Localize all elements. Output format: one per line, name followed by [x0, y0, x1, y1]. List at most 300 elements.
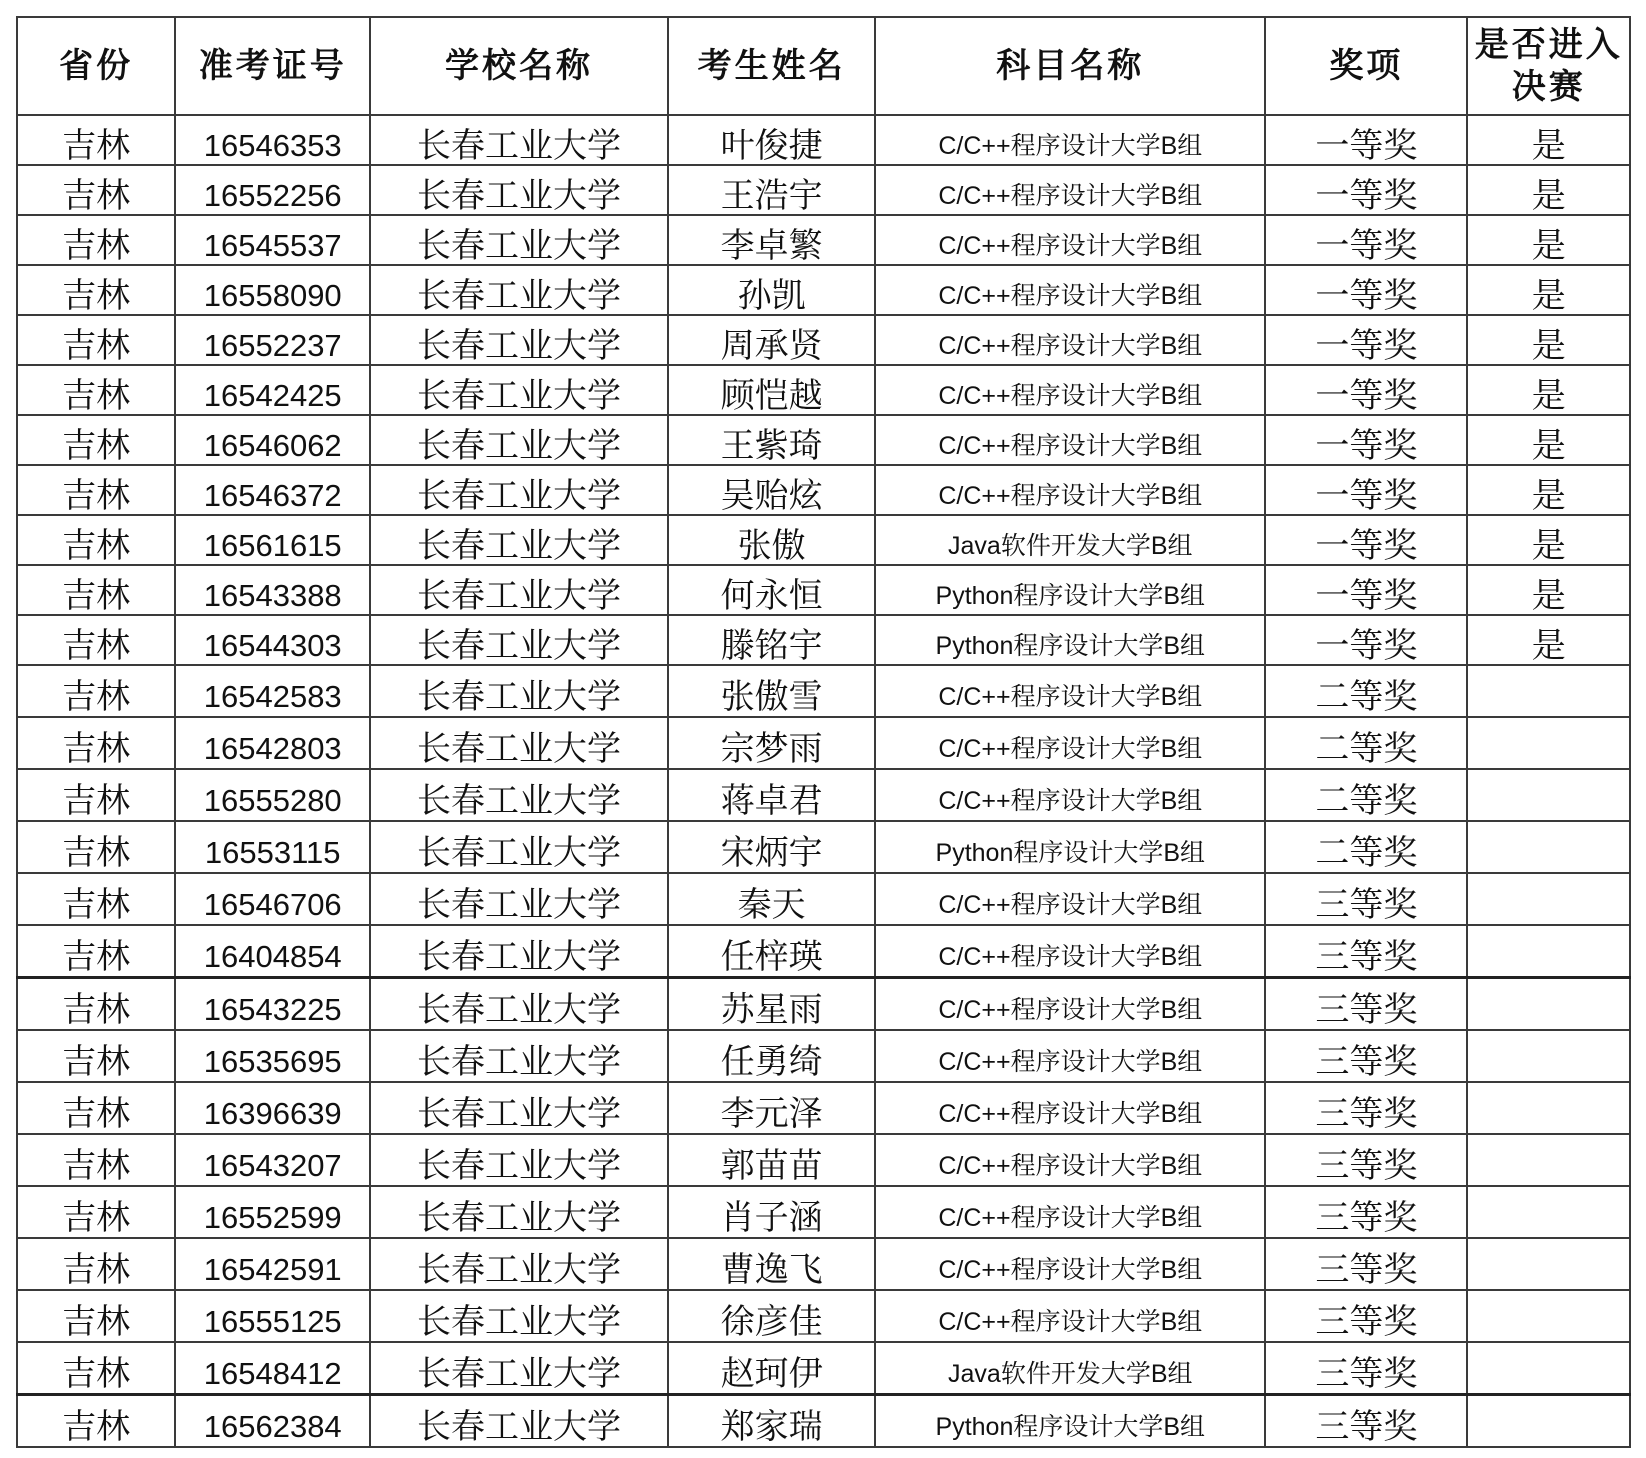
student-name-cell [668, 415, 876, 465]
province-cell [17, 1134, 175, 1186]
ticket-number-cell [175, 215, 370, 265]
award-cell [1265, 215, 1467, 265]
ticket-number-cell [175, 1186, 370, 1238]
finals-cell [1467, 365, 1630, 415]
school-name-cell [370, 165, 668, 215]
school-name-cell [370, 1186, 668, 1238]
province-cell-text: 吉林 [62, 1198, 131, 1238]
student-name-cell [668, 165, 876, 215]
award-cell [1265, 415, 1467, 465]
ticket-number-cell-text: 16562384 [203, 1409, 342, 1444]
finals-cell-text: 是 [1531, 126, 1566, 165]
finals-cell-text: 是 [1531, 276, 1566, 315]
student-name-cell [668, 265, 876, 315]
finals-cell [1467, 465, 1630, 515]
ticket-number-cell [175, 1134, 370, 1186]
student-name-cell-text: 滕铭宇 [720, 626, 823, 665]
subject-name-cell-text: C/C++程序设计大学B组 [938, 996, 1203, 1024]
table-row [17, 1395, 1630, 1448]
award-cell-text: 三等奖 [1315, 1354, 1418, 1394]
student-name-cell-text: 秦天 [737, 885, 806, 925]
school-name-cell-text: 长春工业大学 [417, 1302, 621, 1342]
finals-cell [1467, 115, 1630, 165]
ticket-number-cell [175, 925, 370, 978]
finals-cell [1467, 873, 1630, 925]
student-name-cell-text: 张傲 [737, 526, 806, 565]
award-cell-text: 一等奖 [1315, 526, 1418, 565]
subject-name-cell [875, 265, 1265, 315]
award-cell [1265, 315, 1467, 365]
header-finals: 是否进入决赛 [1467, 17, 1630, 115]
subject-name-cell [875, 1186, 1265, 1238]
school-name-cell-text: 长春工业大学 [417, 426, 621, 465]
award-cell-text: 一等奖 [1315, 176, 1418, 215]
subject-name-cell [875, 821, 1265, 873]
student-name-cell [668, 1134, 876, 1186]
school-name-cell-text: 长春工业大学 [417, 276, 621, 315]
province-cell [17, 565, 175, 615]
subject-name-cell [875, 1030, 1265, 1082]
award-cell-text: 二等奖 [1315, 833, 1418, 873]
school-name-cell-text: 长春工业大学 [417, 1354, 621, 1394]
province-cell-text: 吉林 [62, 426, 131, 465]
finals-cell-text: 是 [1531, 476, 1566, 515]
subject-name-cell-text: C/C++程序设计大学B组 [938, 683, 1203, 711]
student-name-cell-text: 王浩宇 [720, 176, 823, 215]
province-cell-text: 吉林 [62, 276, 131, 315]
subject-name-cell [875, 925, 1265, 978]
school-name-cell [370, 365, 668, 415]
province-cell-text: 吉林 [62, 1354, 131, 1394]
student-name-cell-text: 王紫琦 [720, 426, 823, 465]
school-name-cell [370, 415, 668, 465]
province-cell [17, 821, 175, 873]
subject-name-cell-text: C/C++程序设计大学B组 [938, 891, 1203, 919]
student-name-cell-text: 曹逸飞 [720, 1250, 823, 1290]
student-name-cell [668, 1395, 876, 1448]
student-name-cell [668, 978, 876, 1031]
finals-cell-text: 是 [1531, 326, 1566, 365]
table-row [17, 1082, 1630, 1134]
award-cell [1265, 1186, 1467, 1238]
subject-name-cell-text: C/C++程序设计大学B组 [938, 232, 1203, 260]
finals-cell [1467, 925, 1630, 978]
student-name-cell-text: 任梓瑛 [720, 937, 823, 977]
ticket-number-cell-text: 16543225 [203, 992, 342, 1027]
school-name-cell [370, 665, 668, 717]
school-name-cell [370, 1134, 668, 1186]
award-cell [1265, 615, 1467, 665]
province-cell [17, 315, 175, 365]
award-cell [1265, 873, 1467, 925]
ticket-number-cell-text: 16404854 [203, 939, 342, 974]
student-name-cell-text: 何永恒 [720, 576, 823, 615]
subject-name-cell-text: Java软件开发大学B组 [948, 1360, 1193, 1388]
header-student-name: 考生姓名 [668, 17, 876, 115]
province-cell [17, 115, 175, 165]
province-cell [17, 1238, 175, 1290]
award-cell [1265, 769, 1467, 821]
student-name-cell-text: 宗梦雨 [720, 729, 823, 769]
header-row [17, 17, 1630, 115]
award-cell-text: 三等奖 [1315, 937, 1418, 977]
province-cell [17, 873, 175, 925]
table-row [17, 465, 1630, 515]
student-name-cell [668, 215, 876, 265]
finals-cell [1467, 1030, 1630, 1082]
ticket-number-cell-text: 16561615 [203, 528, 342, 563]
province-cell [17, 1395, 175, 1448]
subject-name-cell-text: C/C++程序设计大学B组 [938, 332, 1203, 360]
award-cell [1265, 165, 1467, 215]
award-cell [1265, 465, 1467, 515]
province-cell-text: 吉林 [62, 1302, 131, 1342]
student-name-cell [668, 821, 876, 873]
student-name-cell [668, 1186, 876, 1238]
finals-cell [1467, 265, 1630, 315]
province-cell [17, 925, 175, 978]
award-cell-text: 一等奖 [1315, 326, 1418, 365]
student-name-cell-text: 李卓繁 [720, 226, 823, 265]
ticket-number-cell-text: 16543388 [203, 578, 342, 613]
province-cell [17, 665, 175, 717]
province-cell-text: 吉林 [62, 937, 131, 977]
ticket-number-cell [175, 717, 370, 769]
province-cell [17, 265, 175, 315]
finals-cell [1467, 1134, 1630, 1186]
student-name-cell-text: 宋炳宇 [720, 833, 823, 873]
header-school-name: 学校名称 [370, 17, 668, 115]
student-name-cell [668, 115, 876, 165]
award-cell-text: 三等奖 [1315, 1250, 1418, 1290]
student-name-cell-text: 徐彦佳 [720, 1302, 823, 1342]
school-name-cell [370, 1082, 668, 1134]
school-name-cell-text: 长春工业大学 [417, 226, 621, 265]
award-cell [1265, 717, 1467, 769]
student-name-cell-text: 张傲雪 [720, 677, 823, 717]
school-name-cell-text: 长春工业大学 [417, 990, 621, 1030]
province-cell [17, 365, 175, 415]
province-cell-text: 吉林 [62, 176, 131, 215]
finals-cell [1467, 821, 1630, 873]
award-cell [1265, 1342, 1467, 1395]
award-cell [1265, 1082, 1467, 1134]
subject-name-cell [875, 165, 1265, 215]
school-name-cell [370, 769, 668, 821]
ticket-number-cell-text: 16552599 [203, 1200, 342, 1235]
subject-name-cell [875, 873, 1265, 925]
province-cell [17, 1342, 175, 1395]
ticket-number-cell [175, 873, 370, 925]
header-ticket-number: 准考证号 [175, 17, 370, 115]
province-cell-text: 吉林 [62, 1250, 131, 1290]
subject-name-cell-text: Python程序设计大学B组 [935, 1413, 1206, 1441]
ticket-number-cell [175, 115, 370, 165]
province-cell [17, 1030, 175, 1082]
student-name-cell [668, 615, 876, 665]
student-name-cell-text: 郭苗苗 [720, 1146, 823, 1186]
ticket-number-cell [175, 1290, 370, 1342]
finals-cell [1467, 1186, 1630, 1238]
province-cell [17, 769, 175, 821]
award-cell-text: 三等奖 [1315, 1094, 1418, 1134]
school-name-cell-text: 长春工业大学 [417, 885, 621, 925]
student-name-cell [668, 315, 876, 365]
ticket-number-cell [175, 1238, 370, 1290]
student-name-cell [668, 1238, 876, 1290]
ticket-number-cell-text: 16552237 [203, 328, 342, 363]
school-name-cell-text: 长春工业大学 [417, 626, 621, 665]
subject-name-cell-text: C/C++程序设计大学B组 [938, 482, 1203, 510]
table-row [17, 1290, 1630, 1342]
province-cell [17, 165, 175, 215]
award-cell [1265, 925, 1467, 978]
subject-name-cell [875, 1238, 1265, 1290]
ticket-number-cell-text: 16542583 [203, 679, 342, 714]
ticket-number-cell-text: 16552256 [203, 178, 342, 213]
subject-name-cell-text: C/C++程序设计大学B组 [938, 182, 1203, 210]
school-name-cell-text: 长春工业大学 [417, 326, 621, 365]
finals-cell [1467, 717, 1630, 769]
subject-name-cell [875, 1134, 1265, 1186]
award-cell-text: 一等奖 [1315, 276, 1418, 315]
ticket-number-cell-text: 16546706 [203, 887, 342, 922]
finals-cell [1467, 665, 1630, 717]
subject-name-cell-text: C/C++程序设计大学B组 [938, 1308, 1203, 1336]
subject-name-cell [875, 215, 1265, 265]
subject-name-cell [875, 1395, 1265, 1448]
ticket-number-cell [175, 1030, 370, 1082]
school-name-cell-text: 长春工业大学 [417, 781, 621, 821]
subject-name-cell-text: C/C++程序设计大学B组 [938, 787, 1203, 815]
ticket-number-cell [175, 1395, 370, 1448]
province-cell-text: 吉林 [62, 781, 131, 821]
table-row [17, 615, 1630, 665]
ticket-number-cell-text: 16546062 [203, 428, 342, 463]
province-cell-text: 吉林 [62, 729, 131, 769]
subject-name-cell-text: Python程序设计大学B组 [935, 632, 1206, 660]
award-cell-text: 三等奖 [1315, 885, 1418, 925]
student-name-cell [668, 873, 876, 925]
student-name-cell [668, 1082, 876, 1134]
school-name-cell [370, 1030, 668, 1082]
school-name-cell-text: 长春工业大学 [417, 176, 621, 215]
subject-name-cell-text: C/C++程序设计大学B组 [938, 1204, 1203, 1232]
subject-name-cell-text: C/C++程序设计大学B组 [938, 1256, 1203, 1284]
province-cell-text: 吉林 [62, 626, 131, 665]
subject-name-cell-text: C/C++程序设计大学B组 [938, 132, 1203, 160]
subject-name-cell [875, 315, 1265, 365]
header-province: 省份 [17, 17, 175, 115]
subject-name-cell-text: C/C++程序设计大学B组 [938, 282, 1203, 310]
student-name-cell-text: 周承贤 [720, 326, 823, 365]
student-name-cell-text: 顾恺越 [720, 376, 823, 415]
ticket-number-cell-text: 16548412 [203, 1356, 342, 1391]
province-cell-text: 吉林 [62, 677, 131, 717]
province-cell-text: 吉林 [62, 576, 131, 615]
ticket-number-cell [175, 415, 370, 465]
school-name-cell-text: 长春工业大学 [417, 1042, 621, 1082]
ticket-number-cell-text: 16542425 [203, 378, 342, 413]
school-name-cell-text: 长春工业大学 [417, 126, 621, 165]
award-cell [1265, 265, 1467, 315]
award-cell [1265, 978, 1467, 1031]
province-cell [17, 978, 175, 1031]
ticket-number-cell-text: 16542591 [203, 1252, 342, 1287]
award-cell-text: 三等奖 [1315, 1198, 1418, 1238]
student-name-cell-text: 赵珂伊 [720, 1354, 823, 1394]
province-cell-text: 吉林 [62, 990, 131, 1030]
ticket-number-cell [175, 365, 370, 415]
subject-name-cell-text: Python程序设计大学B组 [935, 839, 1206, 867]
subject-name-cell [875, 665, 1265, 717]
ticket-number-cell-text: 16558090 [203, 278, 342, 313]
header-subject-name: 科目名称 [875, 17, 1265, 115]
award-cell [1265, 1290, 1467, 1342]
school-name-cell [370, 515, 668, 565]
student-name-cell [668, 1342, 876, 1395]
award-cell-text: 三等奖 [1315, 1407, 1418, 1447]
province-cell-text: 吉林 [62, 1407, 131, 1447]
finals-cell [1467, 165, 1630, 215]
header-award: 奖项 [1265, 17, 1467, 115]
student-name-cell [668, 465, 876, 515]
subject-name-cell [875, 515, 1265, 565]
finals-cell-text: 是 [1531, 226, 1566, 265]
province-cell-text: 吉林 [62, 1146, 131, 1186]
school-name-cell [370, 115, 668, 165]
finals-cell-text: 是 [1531, 426, 1566, 465]
award-cell-text: 一等奖 [1315, 426, 1418, 465]
subject-name-cell [875, 717, 1265, 769]
province-cell-text: 吉林 [62, 833, 131, 873]
ticket-number-cell [175, 315, 370, 365]
student-name-cell [668, 769, 876, 821]
province-cell [17, 1186, 175, 1238]
student-name-cell-text: 任勇绮 [720, 1042, 823, 1082]
ticket-number-cell-text: 16535695 [203, 1044, 342, 1079]
award-cell [1265, 665, 1467, 717]
province-cell [17, 615, 175, 665]
subject-name-cell-text: C/C++程序设计大学B组 [938, 1048, 1203, 1076]
award-cell-text: 一等奖 [1315, 126, 1418, 165]
school-name-cell-text: 长春工业大学 [417, 937, 621, 977]
award-cell [1265, 565, 1467, 615]
finals-cell [1467, 315, 1630, 365]
student-name-cell-text: 蒋卓君 [720, 781, 823, 821]
province-cell-text: 吉林 [62, 376, 131, 415]
ticket-number-cell-text: 16555125 [203, 1304, 342, 1339]
student-name-cell-text: 肖子涵 [720, 1198, 823, 1238]
finals-cell [1467, 515, 1630, 565]
province-cell-text: 吉林 [62, 226, 131, 265]
school-name-cell [370, 873, 668, 925]
finals-cell [1467, 415, 1630, 465]
subject-name-cell-text: C/C++程序设计大学B组 [938, 943, 1203, 971]
finals-cell [1467, 1395, 1630, 1448]
province-cell-text: 吉林 [62, 1042, 131, 1082]
student-name-cell-text: 吴贻炫 [720, 476, 823, 515]
subject-name-cell-text: Python程序设计大学B组 [935, 582, 1206, 610]
table-row [17, 1186, 1630, 1238]
award-cell-text: 一等奖 [1315, 476, 1418, 515]
table-row [17, 769, 1630, 821]
subject-name-cell-text: C/C++程序设计大学B组 [938, 432, 1203, 460]
student-name-cell-text: 叶俊捷 [720, 126, 823, 165]
student-name-cell [668, 925, 876, 978]
student-name-cell [668, 665, 876, 717]
province-cell [17, 415, 175, 465]
subject-name-cell [875, 615, 1265, 665]
award-cell-text: 三等奖 [1315, 1146, 1418, 1186]
award-cell-text: 二等奖 [1315, 729, 1418, 769]
province-cell-text: 吉林 [62, 326, 131, 365]
table-row [17, 873, 1630, 925]
province-cell-text: 吉林 [62, 126, 131, 165]
ticket-number-cell-text: 16544303 [203, 628, 342, 663]
ticket-number-cell [175, 615, 370, 665]
school-name-cell [370, 925, 668, 978]
table-row [17, 215, 1630, 265]
school-name-cell-text: 长春工业大学 [417, 376, 621, 415]
ticket-number-cell [175, 165, 370, 215]
subject-name-cell-text: Java软件开发大学B组 [948, 532, 1193, 560]
province-cell-text: 吉林 [62, 1094, 131, 1134]
student-name-cell [668, 717, 876, 769]
ticket-number-cell [175, 265, 370, 315]
award-cell [1265, 365, 1467, 415]
finals-cell-text: 是 [1531, 526, 1566, 565]
province-cell [17, 515, 175, 565]
award-cell-text: 三等奖 [1315, 990, 1418, 1030]
school-name-cell [370, 1342, 668, 1395]
school-name-cell-text: 长春工业大学 [417, 677, 621, 717]
school-name-cell [370, 717, 668, 769]
ticket-number-cell-text: 16396639 [203, 1096, 342, 1131]
student-name-cell [668, 565, 876, 615]
award-cell [1265, 1134, 1467, 1186]
table-row [17, 1030, 1630, 1082]
subject-name-cell-text: C/C++程序设计大学B组 [938, 1152, 1203, 1180]
province-cell-text: 吉林 [62, 526, 131, 565]
student-name-cell [668, 1290, 876, 1342]
student-name-cell [668, 365, 876, 415]
ticket-number-cell [175, 821, 370, 873]
award-cell-text: 一等奖 [1315, 626, 1418, 665]
subject-name-cell-text: C/C++程序设计大学B组 [938, 382, 1203, 410]
school-name-cell [370, 615, 668, 665]
ticket-number-cell [175, 465, 370, 515]
finals-cell [1467, 615, 1630, 665]
table-row [17, 1134, 1630, 1186]
subject-name-cell-text: C/C++程序设计大学B组 [938, 1100, 1203, 1128]
ticket-number-cell-text: 16555280 [203, 783, 342, 818]
school-name-cell-text: 长春工业大学 [417, 576, 621, 615]
results-body [17, 115, 1630, 1447]
subject-name-cell [875, 769, 1265, 821]
student-name-cell-text: 苏星雨 [720, 990, 823, 1030]
table-row [17, 515, 1630, 565]
finals-cell [1467, 1290, 1630, 1342]
table-row [17, 1342, 1630, 1395]
school-name-cell [370, 265, 668, 315]
table-row [17, 821, 1630, 873]
finals-cell-text: 是 [1531, 376, 1566, 415]
school-name-cell [370, 1238, 668, 1290]
finals-cell-text: 是 [1531, 626, 1566, 665]
student-name-cell-text: 郑家瑞 [720, 1407, 823, 1447]
finals-cell [1467, 1342, 1630, 1395]
